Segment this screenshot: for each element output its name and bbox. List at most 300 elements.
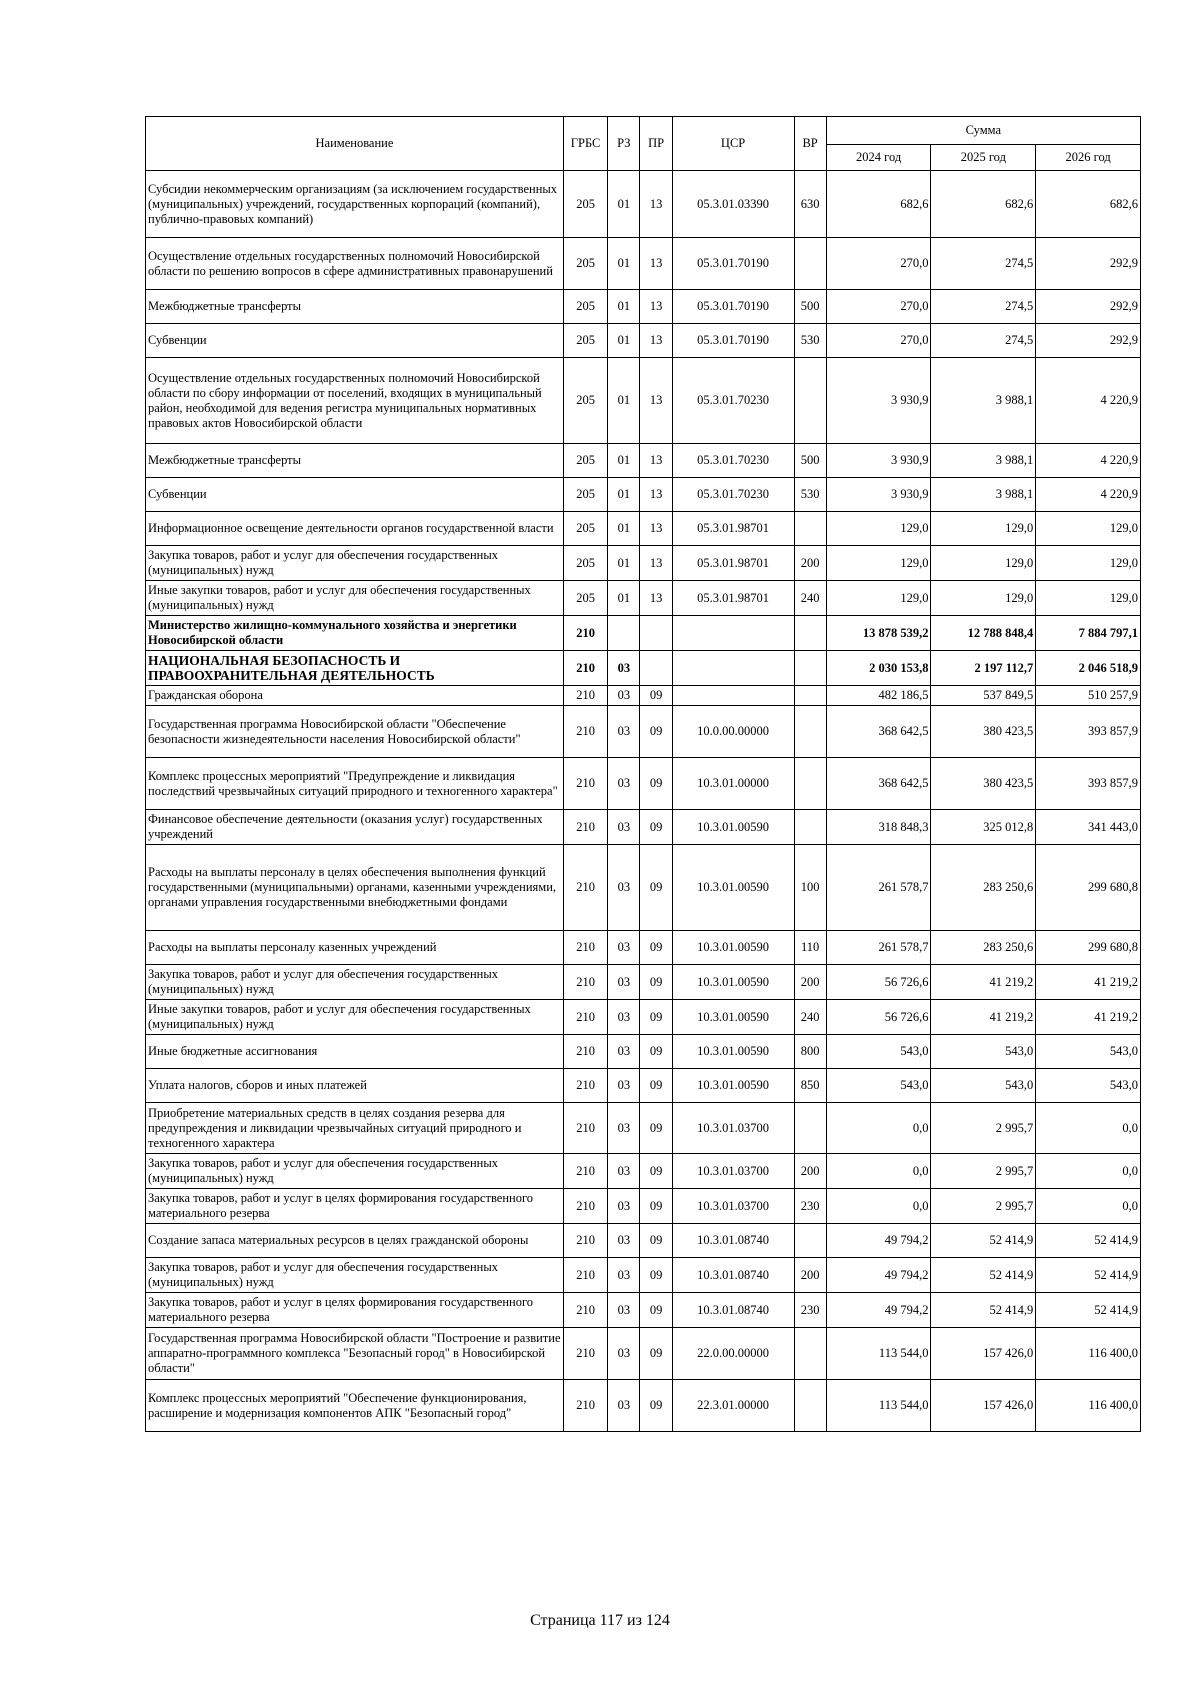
row-grbs: 205: [563, 238, 607, 290]
row-vr: [794, 686, 826, 706]
row-grbs: 205: [563, 324, 607, 358]
table-row: [146, 758, 1141, 810]
row-amount-2026: 543,0: [1036, 1035, 1141, 1069]
row-pr: 09: [640, 965, 672, 1000]
row-csr: 10.3.01.00590: [672, 1000, 794, 1035]
row-amount-2025: 274,5: [931, 290, 1036, 324]
row-amount-2026: 129,0: [1036, 512, 1141, 546]
row-rz: 03: [608, 651, 640, 686]
row-vr: [794, 706, 826, 758]
row-rz: 03: [608, 706, 640, 758]
row-name: Межбюджетные трансферты: [146, 290, 564, 324]
row-pr: 09: [640, 686, 672, 706]
row-grbs: 210: [563, 845, 607, 931]
row-rz: 01: [608, 546, 640, 581]
row-vr: 630: [794, 171, 826, 238]
row-name: Закупка товаров, работ и услуг для обеспечения государственных (муниципальных) нужд: [146, 546, 564, 581]
row-csr: 05.3.01.70190: [672, 290, 794, 324]
row-amount-2024: 682,6: [826, 171, 931, 238]
row-rz: 03: [608, 1154, 640, 1189]
row-amount-2025: 325 012,8: [931, 810, 1036, 845]
row-pr: 09: [640, 1328, 672, 1380]
row-pr: 09: [640, 1380, 672, 1432]
row-grbs: 210: [563, 931, 607, 965]
row-vr: [794, 810, 826, 845]
row-grbs: 210: [563, 758, 607, 810]
row-vr: [794, 1328, 826, 1380]
row-vr: [794, 512, 826, 546]
row-name: Осуществление отдельных государственных полномочий Новосибирской области по решению вопросов в сфере административных правонарушений: [146, 238, 564, 290]
row-name: Расходы на выплаты персоналу в целях обеспечения выполнения функций государственными (муниципальными) органами, казенными учреждениями, органами управления государственными внебюджетными фондами: [146, 845, 564, 931]
row-rz: 03: [608, 1328, 640, 1380]
row-csr: 10.3.01.08740: [672, 1293, 794, 1328]
row-amount-2026: 41 219,2: [1036, 965, 1141, 1000]
row-csr: 10.3.01.03700: [672, 1154, 794, 1189]
row-amount-2024: 543,0: [826, 1035, 931, 1069]
row-rz: 03: [608, 1293, 640, 1328]
row-name: Иные закупки товаров, работ и услуг для обеспечения государственных (муниципальных) нужд: [146, 581, 564, 616]
row-amount-2024: 56 726,6: [826, 1000, 931, 1035]
row-grbs: 210: [563, 1258, 607, 1293]
row-grbs: 205: [563, 478, 607, 512]
row-amount-2025: 52 414,9: [931, 1224, 1036, 1258]
row-pr: 13: [640, 512, 672, 546]
row-pr: 13: [640, 238, 672, 290]
row-amount-2024: 270,0: [826, 238, 931, 290]
table-row: [146, 651, 1141, 686]
header-vr: ВР: [794, 117, 826, 171]
row-amount-2024: 261 578,7: [826, 845, 931, 931]
row-amount-2024: 2 030 153,8: [826, 651, 931, 686]
row-pr: 13: [640, 478, 672, 512]
row-rz: 01: [608, 512, 640, 546]
header-year-2026: 2026 год: [1036, 145, 1141, 171]
row-amount-2026: 299 680,8: [1036, 845, 1141, 931]
row-amount-2026: 292,9: [1036, 324, 1141, 358]
row-amount-2025: 52 414,9: [931, 1293, 1036, 1328]
table-row: [146, 931, 1141, 965]
row-name: Государственная программа Новосибирской области "Обеспечение безопасности жизнедеятельности населения Новосибирской области": [146, 706, 564, 758]
row-vr: [794, 758, 826, 810]
row-vr: 500: [794, 290, 826, 324]
row-pr: 09: [640, 1069, 672, 1103]
row-amount-2024: 49 794,2: [826, 1293, 931, 1328]
row-vr: [794, 616, 826, 651]
row-vr: 200: [794, 546, 826, 581]
row-name: Закупка товаров, работ и услуг для обеспечения государственных (муниципальных) нужд: [146, 965, 564, 1000]
row-csr: 10.3.01.00590: [672, 931, 794, 965]
row-name: Иные закупки товаров, работ и услуг для обеспечения государственных (муниципальных) нужд: [146, 1000, 564, 1035]
row-amount-2026: 4 220,9: [1036, 478, 1141, 512]
row-csr: [672, 686, 794, 706]
row-csr: 05.3.01.70230: [672, 478, 794, 512]
row-amount-2025: 682,6: [931, 171, 1036, 238]
header-year-2025: 2025 год: [931, 145, 1036, 171]
row-amount-2026: 299 680,8: [1036, 931, 1141, 965]
table-row: [146, 290, 1141, 324]
row-csr: [672, 616, 794, 651]
row-grbs: 210: [563, 686, 607, 706]
row-vr: [794, 358, 826, 444]
row-amount-2026: 41 219,2: [1036, 1000, 1141, 1035]
table-row: [146, 1293, 1141, 1328]
row-amount-2025: 537 849,5: [931, 686, 1036, 706]
row-rz: 01: [608, 238, 640, 290]
row-name: Информационное освещение деятельности органов государственной власти: [146, 512, 564, 546]
header-pr: ПР: [640, 117, 672, 171]
row-name: Государственная программа Новосибирской области "Построение и развитие аппаратно-программного комплекса "Безопасный город" в Новосибирской области": [146, 1328, 564, 1380]
row-csr: 10.3.01.00590: [672, 1035, 794, 1069]
row-vr: 240: [794, 581, 826, 616]
budget-table: [145, 116, 1141, 1432]
table-row: [146, 1154, 1141, 1189]
row-csr: 10.3.01.08740: [672, 1224, 794, 1258]
row-csr: 10.3.01.00590: [672, 810, 794, 845]
row-name: Закупка товаров, работ и услуг в целях формирования государственного материального резерва: [146, 1293, 564, 1328]
row-amount-2025: 274,5: [931, 238, 1036, 290]
row-amount-2025: 543,0: [931, 1069, 1036, 1103]
table-row: [146, 1380, 1141, 1432]
row-vr: 110: [794, 931, 826, 965]
row-rz: [608, 616, 640, 651]
row-vr: [794, 651, 826, 686]
row-vr: [794, 238, 826, 290]
row-amount-2024: 270,0: [826, 324, 931, 358]
row-name: Осуществление отдельных государственных полномочий Новосибирской области по сбору информации от поселений, входящих в муниципальный район, необходимой для ведения регистра муниципальных нормативных правовых актов Новосибирской области: [146, 358, 564, 444]
row-amount-2025: 380 423,5: [931, 758, 1036, 810]
table-row: [146, 1035, 1141, 1069]
table-row: [146, 1328, 1141, 1380]
row-vr: 530: [794, 478, 826, 512]
row-amount-2026: 543,0: [1036, 1069, 1141, 1103]
row-amount-2026: 0,0: [1036, 1103, 1141, 1154]
row-amount-2025: 283 250,6: [931, 845, 1036, 931]
row-pr: 09: [640, 1224, 672, 1258]
row-amount-2024: 129,0: [826, 546, 931, 581]
row-name: Субвенции: [146, 324, 564, 358]
row-grbs: 210: [563, 651, 607, 686]
row-amount-2024: 270,0: [826, 290, 931, 324]
row-name: Создание запаса материальных ресурсов в целях гражданской обороны: [146, 1224, 564, 1258]
table-body: [146, 171, 1141, 1432]
row-pr: 09: [640, 758, 672, 810]
row-amount-2024: 0,0: [826, 1154, 931, 1189]
table-row: [146, 1103, 1141, 1154]
row-name: НАЦИОНАЛЬНАЯ БЕЗОПАСНОСТЬ И ПРАВООХРАНИТЕЛЬНАЯ ДЕЯТЕЛЬНОСТЬ: [146, 651, 564, 686]
row-rz: 01: [608, 444, 640, 478]
row-rz: 03: [608, 965, 640, 1000]
row-vr: 100: [794, 845, 826, 931]
table-row: [146, 1189, 1141, 1224]
row-csr: 10.3.01.00590: [672, 1069, 794, 1103]
row-amount-2026: 116 400,0: [1036, 1328, 1141, 1380]
row-amount-2024: 49 794,2: [826, 1258, 931, 1293]
row-pr: 13: [640, 324, 672, 358]
row-pr: 13: [640, 546, 672, 581]
row-rz: 01: [608, 290, 640, 324]
row-amount-2024: 368 642,5: [826, 758, 931, 810]
row-amount-2025: 12 788 848,4: [931, 616, 1036, 651]
header-sum: Сумма: [826, 117, 1140, 145]
row-grbs: 205: [563, 444, 607, 478]
row-vr: 200: [794, 1258, 826, 1293]
row-rz: 03: [608, 1035, 640, 1069]
row-csr: 10.3.01.00000: [672, 758, 794, 810]
row-amount-2026: 116 400,0: [1036, 1380, 1141, 1432]
row-csr: 05.3.01.70190: [672, 324, 794, 358]
row-amount-2024: 0,0: [826, 1103, 931, 1154]
table-row: [146, 810, 1141, 845]
row-grbs: 205: [563, 358, 607, 444]
row-amount-2024: 318 848,3: [826, 810, 931, 845]
row-rz: 03: [608, 1380, 640, 1432]
row-amount-2025: 380 423,5: [931, 706, 1036, 758]
row-grbs: 205: [563, 546, 607, 581]
row-amount-2025: 2 197 112,7: [931, 651, 1036, 686]
row-amount-2026: 4 220,9: [1036, 358, 1141, 444]
row-amount-2026: 7 884 797,1: [1036, 616, 1141, 651]
row-amount-2024: 129,0: [826, 581, 931, 616]
row-grbs: 210: [563, 1103, 607, 1154]
row-pr: 13: [640, 444, 672, 478]
row-pr: 09: [640, 1035, 672, 1069]
row-grbs: 205: [563, 512, 607, 546]
row-name: Приобретение материальных средств в целях создания резерва для предупреждения и ликвидации чрезвычайных ситуаций природного и техногенного характера: [146, 1103, 564, 1154]
row-amount-2025: 543,0: [931, 1035, 1036, 1069]
row-amount-2025: 2 995,7: [931, 1154, 1036, 1189]
table-row: [146, 845, 1141, 931]
row-csr: 05.3.01.03390: [672, 171, 794, 238]
row-csr: [672, 651, 794, 686]
row-amount-2024: 3 930,9: [826, 358, 931, 444]
row-amount-2026: 2 046 518,9: [1036, 651, 1141, 686]
table-row: [146, 1224, 1141, 1258]
row-vr: 200: [794, 1154, 826, 1189]
row-amount-2025: 283 250,6: [931, 931, 1036, 965]
row-pr: 09: [640, 845, 672, 931]
row-amount-2026: 341 443,0: [1036, 810, 1141, 845]
row-name: Комплекс процессных мероприятий "Обеспечение функционирования, расширение и модернизация компонентов АПК "Безопасный город": [146, 1380, 564, 1432]
row-name: Комплекс процессных мероприятий "Предупреждение и ликвидация последствий чрезвычайных ситуаций природного и техногенного характера": [146, 758, 564, 810]
row-amount-2025: 129,0: [931, 581, 1036, 616]
row-csr: 22.0.00.00000: [672, 1328, 794, 1380]
page-number: Страница 117 из 124: [530, 1612, 670, 1629]
row-csr: 05.3.01.98701: [672, 581, 794, 616]
table-row: [146, 358, 1141, 444]
row-name: Субвенции: [146, 478, 564, 512]
table-row: [146, 616, 1141, 651]
row-amount-2025: 157 426,0: [931, 1328, 1036, 1380]
row-grbs: 210: [563, 1154, 607, 1189]
table-row: [146, 965, 1141, 1000]
row-grbs: 210: [563, 1293, 607, 1328]
row-amount-2024: 261 578,7: [826, 931, 931, 965]
table-row: [146, 512, 1141, 546]
table-row: [146, 324, 1141, 358]
row-grbs: 210: [563, 1380, 607, 1432]
table-row: [146, 478, 1141, 512]
table-row: [146, 1258, 1141, 1293]
row-pr: [640, 651, 672, 686]
row-pr: 13: [640, 171, 672, 238]
row-amount-2024: 113 544,0: [826, 1380, 931, 1432]
row-amount-2024: 368 642,5: [826, 706, 931, 758]
header-grbs: ГРБС: [563, 117, 607, 171]
row-rz: 03: [608, 1000, 640, 1035]
row-amount-2025: 129,0: [931, 512, 1036, 546]
row-amount-2025: 52 414,9: [931, 1258, 1036, 1293]
row-amount-2025: 41 219,2: [931, 1000, 1036, 1035]
row-amount-2024: 129,0: [826, 512, 931, 546]
table-row: [146, 686, 1141, 706]
row-amount-2025: 3 988,1: [931, 358, 1036, 444]
row-rz: 01: [608, 171, 640, 238]
row-amount-2025: 3 988,1: [931, 478, 1036, 512]
row-csr: 05.3.01.70190: [672, 238, 794, 290]
row-amount-2026: 393 857,9: [1036, 706, 1141, 758]
row-grbs: 210: [563, 706, 607, 758]
row-csr: 10.3.01.03700: [672, 1103, 794, 1154]
row-rz: 03: [608, 1189, 640, 1224]
row-pr: [640, 616, 672, 651]
row-csr: 05.3.01.70230: [672, 444, 794, 478]
row-csr: 10.0.00.00000: [672, 706, 794, 758]
header-csr: ЦСР: [672, 117, 794, 171]
row-vr: [794, 1380, 826, 1432]
row-amount-2024: 56 726,6: [826, 965, 931, 1000]
row-amount-2025: 2 995,7: [931, 1103, 1036, 1154]
row-amount-2026: 129,0: [1036, 546, 1141, 581]
row-vr: 200: [794, 965, 826, 1000]
row-amount-2024: 482 186,5: [826, 686, 931, 706]
table-row: [146, 238, 1141, 290]
row-grbs: 205: [563, 581, 607, 616]
row-name: Уплата налогов, сборов и иных платежей: [146, 1069, 564, 1103]
row-rz: 01: [608, 324, 640, 358]
row-grbs: 205: [563, 171, 607, 238]
row-vr: 500: [794, 444, 826, 478]
row-amount-2026: 292,9: [1036, 238, 1141, 290]
row-amount-2024: 13 878 539,2: [826, 616, 931, 651]
row-pr: 09: [640, 1258, 672, 1293]
table-header: [146, 117, 1141, 171]
row-rz: 03: [608, 931, 640, 965]
row-amount-2026: 52 414,9: [1036, 1293, 1141, 1328]
row-pr: 09: [640, 1293, 672, 1328]
row-amount-2025: 2 995,7: [931, 1189, 1036, 1224]
header-name: Наименование: [146, 117, 564, 171]
row-vr: [794, 1224, 826, 1258]
header-year-2024: 2024 год: [826, 145, 931, 171]
table-row: [146, 444, 1141, 478]
table-row: [146, 1069, 1141, 1103]
row-csr: 05.3.01.98701: [672, 512, 794, 546]
row-grbs: 210: [563, 1224, 607, 1258]
row-pr: 13: [640, 581, 672, 616]
row-rz: 01: [608, 581, 640, 616]
row-name: Иные бюджетные ассигнования: [146, 1035, 564, 1069]
row-amount-2026: 0,0: [1036, 1154, 1141, 1189]
row-csr: 10.3.01.08740: [672, 1258, 794, 1293]
row-vr: 240: [794, 1000, 826, 1035]
row-grbs: 210: [563, 1328, 607, 1380]
row-pr: 09: [640, 810, 672, 845]
row-amount-2025: 274,5: [931, 324, 1036, 358]
row-csr: 10.3.01.00590: [672, 845, 794, 931]
row-amount-2026: 510 257,9: [1036, 686, 1141, 706]
row-grbs: 210: [563, 1189, 607, 1224]
row-vr: 230: [794, 1189, 826, 1224]
row-rz: 01: [608, 478, 640, 512]
row-name: Субсидии некоммерческим организациям (за исключением государственных (муниципальных) учреждений, государственных корпораций (компаний), публично-правовых компаний): [146, 171, 564, 238]
row-rz: 03: [608, 1103, 640, 1154]
row-pr: 13: [640, 358, 672, 444]
header-rz: РЗ: [608, 117, 640, 171]
row-amount-2025: 3 988,1: [931, 444, 1036, 478]
row-grbs: 210: [563, 616, 607, 651]
row-rz: 03: [608, 758, 640, 810]
row-rz: 03: [608, 1069, 640, 1103]
row-grbs: 210: [563, 810, 607, 845]
table-row: [146, 1000, 1141, 1035]
row-pr: 09: [640, 1154, 672, 1189]
row-amount-2025: 129,0: [931, 546, 1036, 581]
row-amount-2024: 3 930,9: [826, 444, 931, 478]
row-rz: 03: [608, 686, 640, 706]
row-csr: 10.3.01.00590: [672, 965, 794, 1000]
row-vr: [794, 1103, 826, 1154]
row-amount-2024: 3 930,9: [826, 478, 931, 512]
table-row: [146, 546, 1141, 581]
row-name: Закупка товаров, работ и услуг для обеспечения государственных (муниципальных) нужд: [146, 1258, 564, 1293]
row-rz: 03: [608, 1258, 640, 1293]
row-name: Финансовое обеспечение деятельности (оказания услуг) государственных учреждений: [146, 810, 564, 845]
row-name: Закупка товаров, работ и услуг в целях формирования государственного материального резерва: [146, 1189, 564, 1224]
row-grbs: 205: [563, 290, 607, 324]
row-name: Расходы на выплаты персоналу казенных учреждений: [146, 931, 564, 965]
row-amount-2026: 393 857,9: [1036, 758, 1141, 810]
row-pr: 09: [640, 1103, 672, 1154]
row-pr: 09: [640, 1000, 672, 1035]
row-amount-2024: 49 794,2: [826, 1224, 931, 1258]
row-pr: 09: [640, 1189, 672, 1224]
row-vr: 530: [794, 324, 826, 358]
table-row: [146, 581, 1141, 616]
row-grbs: 210: [563, 965, 607, 1000]
row-rz: 03: [608, 1224, 640, 1258]
row-vr: 850: [794, 1069, 826, 1103]
row-amount-2024: 543,0: [826, 1069, 931, 1103]
row-grbs: 210: [563, 1000, 607, 1035]
row-csr: 05.3.01.70230: [672, 358, 794, 444]
row-amount-2026: 52 414,9: [1036, 1224, 1141, 1258]
row-amount-2024: 113 544,0: [826, 1328, 931, 1380]
row-rz: 01: [608, 358, 640, 444]
row-csr: 05.3.01.98701: [672, 546, 794, 581]
row-name: Закупка товаров, работ и услуг для обеспечения государственных (муниципальных) нужд: [146, 1154, 564, 1189]
table-row: [146, 171, 1141, 238]
row-rz: 03: [608, 845, 640, 931]
row-name: Гражданская оборона: [146, 686, 564, 706]
row-pr: 09: [640, 706, 672, 758]
row-amount-2025: 41 219,2: [931, 965, 1036, 1000]
row-rz: 03: [608, 810, 640, 845]
row-amount-2024: 0,0: [826, 1189, 931, 1224]
row-amount-2026: 129,0: [1036, 581, 1141, 616]
row-grbs: 210: [563, 1069, 607, 1103]
row-amount-2026: 682,6: [1036, 171, 1141, 238]
row-name: Министерство жилищно-коммунального хозяйства и энергетики Новосибирской области: [146, 616, 564, 651]
